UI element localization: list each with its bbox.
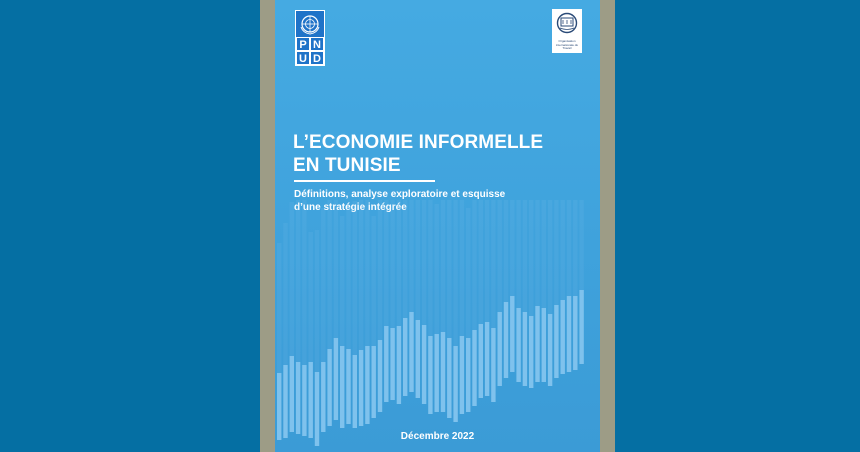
cover-bar xyxy=(409,312,413,392)
cover-bar xyxy=(346,349,350,424)
report-title-line-2: EN TUNISIE xyxy=(293,155,401,176)
decorative-bar-pattern xyxy=(275,0,600,452)
cover-bar xyxy=(472,330,476,406)
undp-letter-d: D xyxy=(310,51,324,65)
cover-bar xyxy=(485,322,489,396)
cover-bar xyxy=(372,346,376,418)
cover-bar xyxy=(498,312,502,386)
cover-bar xyxy=(453,346,457,422)
cover-bar xyxy=(479,324,483,398)
cover-bar xyxy=(340,346,344,428)
cover-bar xyxy=(277,373,281,440)
cover-bar xyxy=(548,314,552,386)
undp-letter-p: P xyxy=(296,37,310,51)
cover-bar xyxy=(378,340,382,412)
cover-bar xyxy=(309,362,313,438)
cover-bar xyxy=(321,362,325,432)
cover-bar xyxy=(435,334,439,412)
cover-bar xyxy=(327,349,331,426)
cover-bar xyxy=(460,336,464,414)
cover-bar xyxy=(397,326,401,404)
cover-bar xyxy=(416,320,420,398)
cover-bar xyxy=(516,308,520,382)
cover-bar xyxy=(283,365,287,438)
cover-bar xyxy=(384,326,388,402)
report-cover xyxy=(275,0,600,452)
cover-bar xyxy=(353,355,357,428)
publication-date: Décembre 2022 xyxy=(400,431,475,442)
cover-bar xyxy=(554,305,558,378)
report-subtitle-line-1: Définitions, analyse exploratoire et esquisse xyxy=(294,189,506,200)
cover-bar xyxy=(403,318,407,396)
ilo-caption: Organisation internationale du Travail xyxy=(555,39,579,50)
cover-bar xyxy=(466,338,470,412)
cover-bar xyxy=(491,328,495,402)
undp-letter-n: N xyxy=(310,37,324,51)
cover-bar xyxy=(365,346,369,424)
cover-bar xyxy=(422,325,426,404)
cover-bar xyxy=(573,296,577,370)
cover-bar xyxy=(359,350,363,426)
cover-bar xyxy=(334,338,338,420)
cover-bar xyxy=(290,356,294,432)
cover-bar xyxy=(567,296,571,372)
report-subtitle-line-2: d’une stratégie intégrée xyxy=(294,201,407,213)
cover-bar xyxy=(296,362,300,434)
cover-bar xyxy=(441,332,445,412)
cover-bar xyxy=(529,316,533,388)
cover-bar xyxy=(561,300,565,374)
report-title-line-1: L’ECONOMIE INFORMELLE xyxy=(293,132,544,153)
cover-bar xyxy=(579,290,583,364)
cover-bar xyxy=(504,302,508,378)
cover-bar xyxy=(535,306,539,382)
undp-letter-u: U xyxy=(296,51,310,65)
cover-bar xyxy=(523,312,527,386)
cover-bar xyxy=(447,338,451,418)
cover-bar xyxy=(510,296,514,372)
cover-bar xyxy=(542,308,546,382)
cover-bar xyxy=(390,328,394,400)
cover-bar xyxy=(428,336,432,414)
cover-bar xyxy=(302,365,306,436)
